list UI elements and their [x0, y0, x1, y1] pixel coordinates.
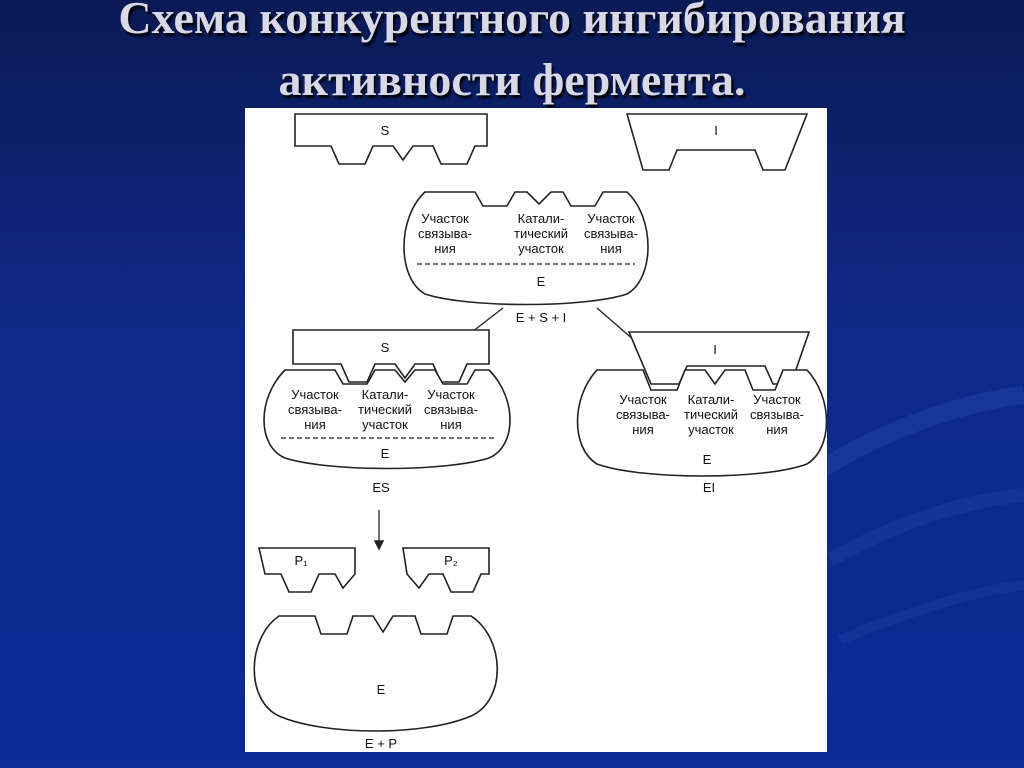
enzyme-after-reaction: [254, 616, 497, 731]
es-label: ES: [372, 480, 390, 495]
ei-complex: [578, 332, 827, 476]
ei-binding-left-3: ния: [632, 422, 654, 437]
es-catalytic-1: Катали-: [361, 387, 409, 402]
mixture-label: E + S + I: [515, 310, 567, 325]
ei-binding-right-1: Участок: [753, 392, 801, 407]
binding-site-right-3: ния: [600, 241, 622, 256]
binding-site-left-3: ния: [434, 241, 456, 256]
ei-binding-right-2: связыва-: [750, 407, 804, 422]
diagram-panel: [245, 108, 827, 752]
es-binding-right-1: Участок: [427, 387, 475, 402]
binding-site-left-2: связыва-: [418, 226, 472, 241]
es-binding-right-3: ния: [440, 417, 462, 432]
enzyme-label-after: E: [376, 682, 386, 697]
substrate-block-top: [295, 114, 487, 164]
product1-label: P₁: [294, 553, 308, 568]
enzyme-free: [404, 192, 648, 305]
products-label: E + P: [364, 736, 398, 751]
catalytic-site-2: тический: [514, 226, 568, 241]
binding-site-right-1: Участок: [587, 211, 635, 226]
ei-binding-right-3: ния: [766, 422, 788, 437]
ei-catalytic-1: Катали-: [687, 392, 735, 407]
ei-binding-left-2: связыва-: [616, 407, 670, 422]
ei-catalytic-2: тический: [684, 407, 738, 422]
es-complex: [264, 330, 510, 469]
substrate-label-top: S: [380, 123, 390, 138]
enzyme-label-es: E: [380, 446, 390, 461]
ei-catalytic-3: участок: [688, 422, 734, 437]
inhibitor-label-top: I: [714, 123, 718, 138]
title-line-1: Схема конкурентного ингибирования: [118, 0, 906, 43]
inhibition-diagram: [245, 108, 827, 752]
inhibitor-label-ei: I: [713, 342, 717, 357]
es-binding-left-3: ния: [304, 417, 326, 432]
product2-label: P₂: [444, 553, 458, 568]
es-binding-right-2: связыва-: [424, 402, 478, 417]
product-p2: [403, 548, 489, 592]
product-p1: [259, 548, 355, 592]
binding-site-left-1: Участок: [421, 211, 469, 226]
enzyme-label-ei: E: [702, 452, 712, 467]
substrate-label-es: S: [380, 340, 390, 355]
es-binding-left-1: Участок: [291, 387, 339, 402]
catalytic-site-3: участок: [518, 241, 564, 256]
title-line-2: активности фермента.: [278, 54, 746, 105]
es-binding-left-2: связыва-: [288, 402, 342, 417]
catalytic-site-1: Катали-: [517, 211, 565, 226]
ei-label: EI: [702, 480, 716, 495]
inhibitor-block-top: [627, 114, 807, 170]
enzyme-label-free: E: [536, 274, 546, 289]
es-catalytic-3: участок: [362, 417, 408, 432]
ei-binding-left-1: Участок: [619, 392, 667, 407]
es-catalytic-2: тический: [358, 402, 412, 417]
binding-site-right-2: связыва-: [584, 226, 638, 241]
